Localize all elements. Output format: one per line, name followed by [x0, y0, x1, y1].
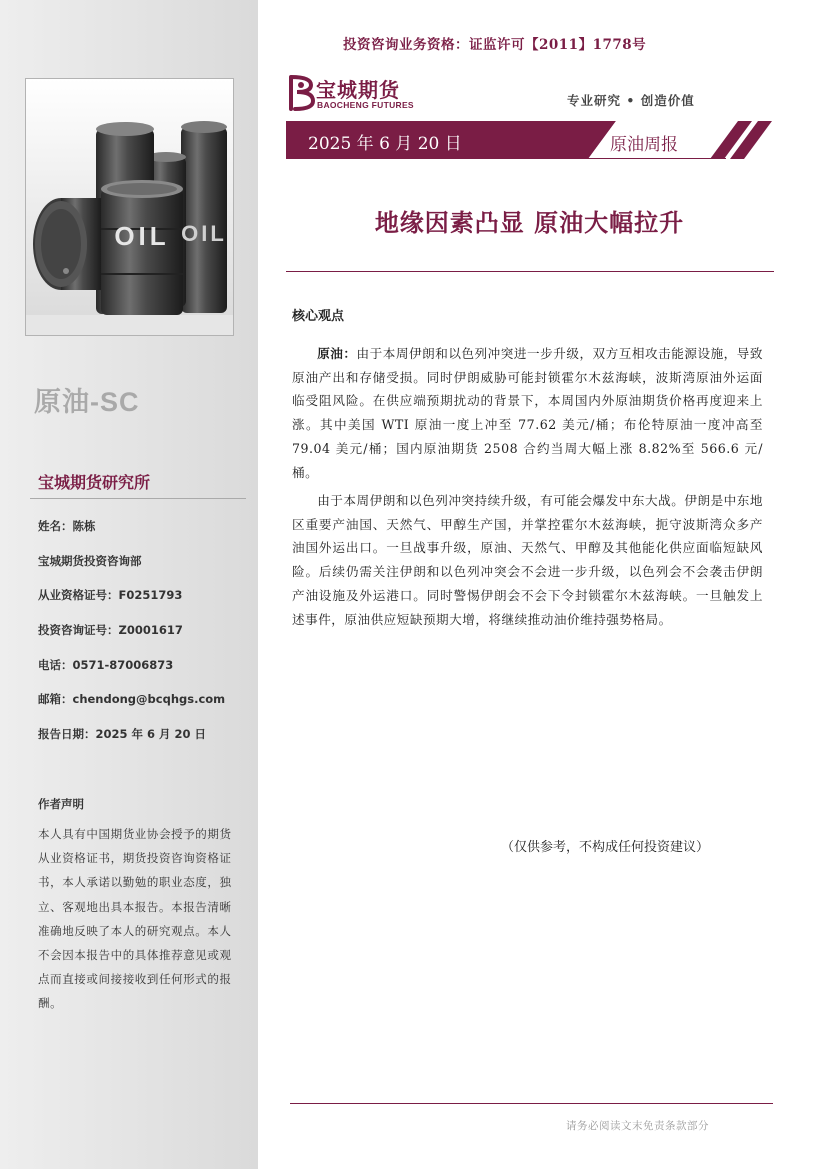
report-date: 报告日期：2025 年 6 月 20 日 — [38, 727, 207, 741]
analyst-name: 姓名：陈栋 — [38, 519, 96, 533]
oil-barrels-photo — [25, 78, 234, 336]
report-date-banner: 2025 年 6 月 20 日 — [308, 134, 462, 154]
paragraph-1-text: 由于本周伊朗和以色列冲突进一步升级，双方互相攻击能源设施，导致原油产出和存储受损。同时伊朗威胁可能封锁霍尔木兹海峡，波斯湾原油外运面临受阻风险。在供应端预期扰动的背景下，本周国内外原油期货价格再度迎来上涨。其中美国 WTI 原油一度上冲至 77.62 美元/桶；布伦特原油一度冲高至 79.04 美元/桶；国内原油期货 2508 合约当周大幅上涨 8.82%至 566.6 元/桶。 — [292, 346, 764, 480]
paragraph-label: 原油： — [317, 346, 357, 361]
investment-disclaimer: （仅供参考，不构成任何投资建议） — [501, 840, 710, 855]
company-logo-icon — [287, 75, 317, 111]
institute-divider — [30, 498, 246, 499]
footer-note: 请务必阅读文末免责条款部分 — [566, 1120, 709, 1132]
phone: 电话：0571-87006873 — [38, 658, 174, 672]
consulting-number: 投资咨询证号：Z0001617 — [38, 623, 183, 637]
paragraph-2-text: 由于本周伊朗和以色列冲突持续升级，有可能会爆发中东大战。伊朗是中东地区重要产油国、天然气、甲醇生产国，并掌控霍尔木兹海峡，扼守波斯湾众多产油国外运出口。一旦战事升级，原油、天然气、甲醇及其他能化供应面临短缺风险。后续仍需关注伊朗和以色列冲突会不会进一步升级，以色列会不会袭击伊朗产油设施及外运港口。同时警惕伊朗会不会下令封锁霍尔木兹海峡。一旦触发上述事件，原油供应短缺预期大增，将继续推动油价维持强势格局。 — [292, 493, 763, 627]
company-name-cn: 宝城期货 — [316, 78, 400, 102]
barrel-label: OIL — [114, 221, 170, 251]
report-type: 原油周报 — [610, 135, 678, 155]
department: 宝城期货投资咨询部 — [38, 554, 142, 568]
email[interactable]: 邮箱：chendong@bcqhgs.com — [38, 692, 226, 706]
oil-barrels-illustration — [26, 79, 233, 335]
paragraph-2 — [292, 489, 763, 631]
qualification-number: 从业资格证号：F0251793 — [38, 588, 183, 602]
slogan: 专业研究 • 创造价值 — [567, 93, 695, 108]
declaration-title: 作者声明 — [38, 797, 84, 811]
license-text: 投资咨询业务资格：证监许可【2011】1778号 — [343, 37, 647, 53]
paragraph-crude-oil — [292, 342, 763, 484]
institute-name: 宝城期货研究所 — [38, 473, 151, 492]
declaration-body: 本人具有中国期货业协会授予的期货从业资格证书，期货投资咨询资格证书，本人承诺以勤勉的职业态度，独立、客观地出具本报告。本报告清晰准确地反映了本人的研究观点。本人不会因本报告中的具体推荐意见或观点而直接或间接接收到任何形式的报酬。 — [38, 827, 232, 1011]
headline-divider — [286, 271, 774, 272]
company-name-en: BAOCHENG FUTURES — [317, 100, 414, 110]
footer-divider — [290, 1103, 773, 1104]
barrel-label-2: OIL — [181, 221, 227, 246]
product-title: 原油-SC — [34, 387, 140, 417]
headline: 地缘因素凸显 原油大幅拉升 — [374, 209, 685, 237]
section-title: 核心观点 — [292, 309, 345, 324]
